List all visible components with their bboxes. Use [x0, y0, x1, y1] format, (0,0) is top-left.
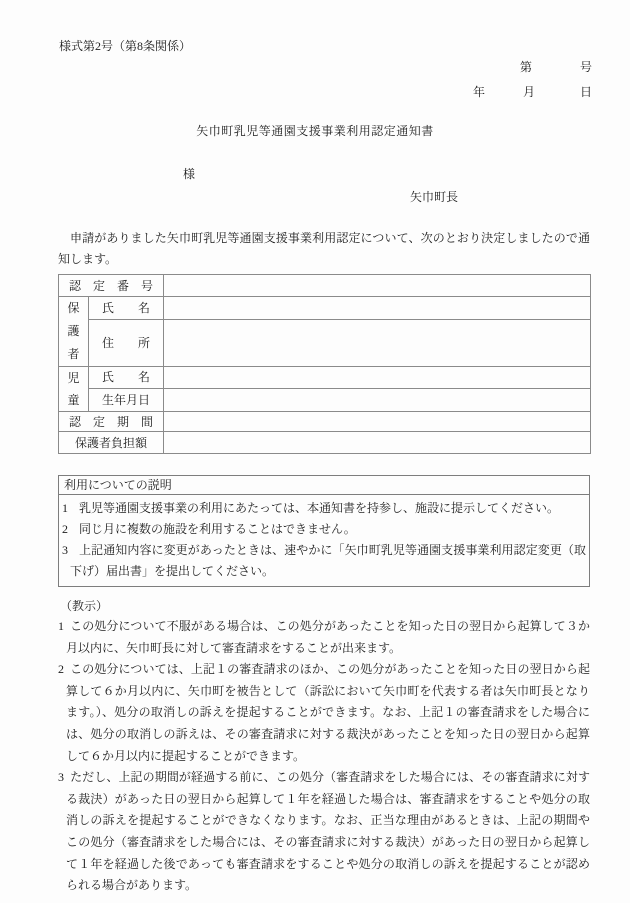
kyoji-list — [58, 616, 590, 897]
child-group-label: 児童 — [59, 367, 89, 412]
usage-note-text: 乳児等通園支援事業の利用にあたっては、本通知書を持参し、施設に提示してください。 — [79, 501, 560, 515]
kyoji-item-number: 1 — [58, 619, 64, 633]
kyoji-item-text: ただし、上記の期間が経過する前に、この処分（審査請求をした場合には、その審査請求に対する裁決）があった日の翌日から起算して１年を経過した場合は、審査請求をすることや処分の取消しの訴えを提起することができなくなります。なお、正当な理由があるときは、上記の期間やこの処分（審査請求をした場合には、その審査請求に対する裁決）があった日の翌日から起算して１年を経過した後であっても審査請求をすることや処分の取消しの訴えを提起することが認められる場合があります。 — [66, 770, 590, 893]
usage-notes-header: 利用についての説明 — [59, 476, 589, 495]
child-birthdate-label: 生年月日 — [89, 388, 164, 411]
usage-note-item — [62, 540, 586, 582]
guardian-group-label: 保護者 — [59, 297, 89, 367]
kyoji-item-number: 3 — [58, 770, 64, 785]
kyoji-item — [58, 616, 590, 659]
child-birthdate-row — [59, 388, 591, 411]
date-day-label: 日 — [579, 85, 592, 99]
cert-number-value — [164, 275, 591, 297]
doc-number-prefix: 第 — [519, 60, 532, 74]
usage-note-number: 3 — [62, 543, 68, 557]
cert-period-label: 認 定 期 間 — [59, 412, 164, 432]
addressee-line — [183, 164, 630, 184]
document-number-line — [0, 57, 630, 77]
kyoji-item-number: 2 — [58, 662, 64, 677]
usage-note-number: 2 — [62, 522, 68, 536]
usage-note-text: 同じ月に複数の施設を利用することはできません。 — [79, 522, 356, 536]
guardian-name-label: 氏 名 — [89, 297, 164, 320]
intro-paragraph: 申請がありました矢巾町乳児等通園支援事業利用認定について、次のとおり決定しましたので通知します。 — [58, 231, 590, 266]
kyoji-item-text: この処分については、上記１の審査請求のほか、この処分があったことを知った日の翌日から起算して６か月以内に、矢巾町を被告として（訴訟において矢巾町を代表する者は矢巾町長となります。）、処分の取消しの訴えを提起することができます。なお、上記１の審査請求をした場合には、処分の取消しの訴えは、その審査請求に対する裁決があったことを知った日の翌日から起算して６か月以内に提起することができます。 — [66, 662, 590, 763]
guardian-name-value — [164, 297, 591, 320]
usage-notes-box — [58, 475, 590, 587]
kyoji-item-text: この処分について不服がある場合は、この処分があったことを知った日の翌日から起算して３か月以内に、矢巾町長に対して審査請求をすることが出来ます。 — [66, 619, 590, 655]
doc-number-blank — [532, 68, 580, 69]
cert-period-row — [59, 412, 591, 432]
guardian-fee-row — [59, 432, 591, 454]
page-title: 矢巾町乳児等通園支援事業利用認定通知書 — [196, 124, 434, 138]
usage-note-item — [62, 519, 586, 540]
kyoji-item — [58, 659, 590, 767]
form-number-label: 様式第2号（第8条関係） — [59, 39, 192, 53]
child-name-value — [164, 367, 591, 389]
guardian-address-value — [164, 320, 591, 367]
doc-number-suffix: 号 — [579, 60, 592, 74]
guardian-address-row — [59, 320, 591, 367]
child-name-row — [59, 367, 591, 389]
kyoji-item — [58, 767, 590, 897]
date-line — [0, 82, 630, 102]
guardian-address-label: 住 所 — [89, 320, 164, 367]
date-year-blank — [485, 93, 523, 94]
date-month-blank — [535, 93, 580, 94]
cert-number-label: 認 定 番 号 — [59, 275, 164, 297]
child-name-label: 氏 名 — [89, 367, 164, 389]
date-year-label: 年 — [472, 85, 485, 99]
cert-number-row — [59, 275, 591, 297]
usage-notes-list — [62, 495, 586, 586]
cert-period-value — [164, 412, 591, 432]
guardian-fee-value — [164, 432, 591, 454]
date-month-label: 月 — [522, 85, 535, 99]
issuer-name: 矢巾町長 — [410, 190, 459, 204]
child-birthdate-value — [164, 388, 591, 411]
certification-table — [58, 274, 591, 454]
guardian-fee-label: 保護者負担額 — [59, 432, 164, 454]
usage-note-number: 1 — [62, 501, 68, 515]
usage-note-item — [62, 498, 586, 519]
kyoji-section-header: （教示） — [60, 599, 109, 613]
usage-note-text: 上記通知内容に変更があったときは、速やかに「矢巾町乳児等通園支援事業利用認定変更（取下げ）届出書」を提出してください。 — [70, 543, 586, 578]
addressee-honorific: 様 — [183, 167, 196, 181]
guardian-name-row — [59, 297, 591, 320]
